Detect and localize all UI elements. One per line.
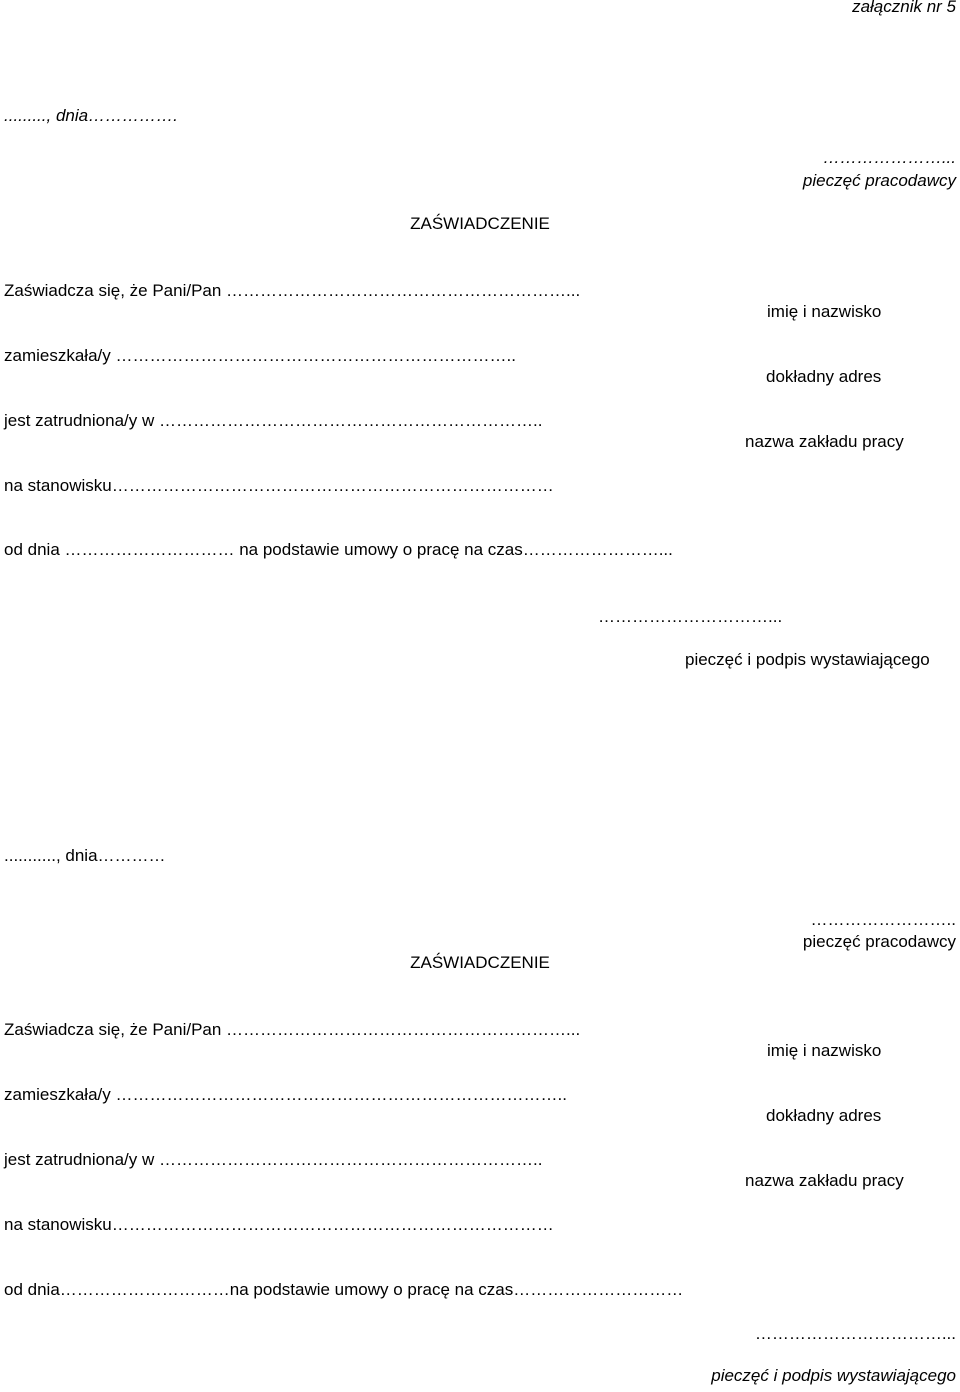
signature-dots: …………………………... (598, 607, 783, 626)
position-line: na stanowisku…………………………………………………………………… (4, 476, 554, 495)
address-caption: dokładny adres (766, 1106, 882, 1125)
certificate-title: ZAŚWIADCZENIE (410, 214, 550, 233)
place-date-field: ........., dnia……………. (4, 106, 178, 125)
employed-line: jest zatrudniona/y w ………………………………………………………….. (4, 411, 543, 430)
address-caption: dokładny adres (766, 367, 882, 386)
position-line: na stanowisku…………………………………………………………………… (4, 1215, 554, 1234)
from-date-line: od dnia…………………………na podstawie umowy o pracę na czas………………………… (4, 1280, 684, 1299)
workplace-caption: nazwa zakładu pracy (745, 1171, 904, 1190)
employer-stamp-dots: …………………….. (810, 910, 956, 929)
certificate-title: ZAŚWIADCZENIE (410, 953, 550, 972)
from-date-line: od dnia ………………………… na podstawie umowy o pracę na czas……………………... (4, 540, 673, 559)
signature-dots: ……………………………... (754, 1324, 956, 1343)
name-caption: imię i nazwisko (767, 302, 882, 321)
certifies-line: Zaświadcza się, że Pani/Pan ……………………………………………………... (4, 281, 581, 300)
place-date-field: ..........., dnia………… (4, 846, 166, 865)
certifies-line: Zaświadcza się, że Pani/Pan ……………………………………………………... (4, 1020, 581, 1039)
workplace-caption: nazwa zakładu pracy (745, 432, 904, 451)
residence-line: zamieszkała/y …………………………………………………………….. (4, 346, 516, 365)
attachment-label: załącznik nr 5 (852, 0, 956, 16)
signature-label: pieczęć i podpis wystawiającego (711, 1366, 956, 1385)
employed-line: jest zatrudniona/y w ………………………………………………………….. (4, 1150, 543, 1169)
signature-label: pieczęć i podpis wystawiającego (685, 650, 930, 669)
residence-line: zamieszkała/y …………………………………………………………………….. (4, 1085, 567, 1104)
employer-stamp-dots: …………………... (822, 148, 956, 167)
employer-stamp-label: pieczęć pracodawcy (802, 171, 956, 190)
employer-stamp-label: pieczęć pracodawcy (802, 932, 956, 951)
name-caption: imię i nazwisko (767, 1041, 882, 1060)
